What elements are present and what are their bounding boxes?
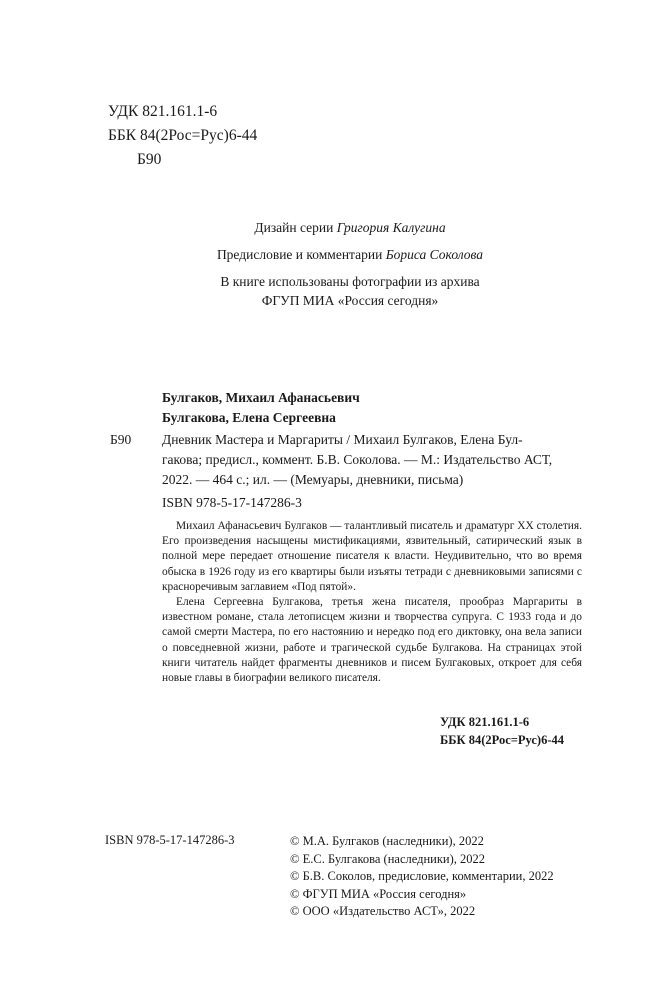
copyright-line: © ООО «Издательство АСТ», 2022 bbox=[290, 904, 476, 918]
photo-credit-line2: ФГУП МИА «Россия сегодня» bbox=[261, 293, 439, 308]
annotation-paragraph-2: Елена Сергеевна Булгакова, третья жена писателя, прообраз Маргариты в известном романе, стала летописцем жизни и творчества супруга. С 1933 года и до самой смерти Мастера, по его настоянию и нередко под его диктовку, она вела записи о повседневной жизни, работе и трагической судьбе Булгакова. На страницах этой книги читатель найдет фрагменты дневников и писем Булгаковых, откроет для себя новые главы в биографии великого писателя. bbox=[162, 596, 582, 685]
bib-line-3: 2022. — 464 с.; ил. — (Мемуары, дневники, письма) bbox=[162, 472, 464, 487]
copyright-line: © ФГУП МИА «Россия сегодня» bbox=[290, 886, 467, 901]
bib-line-2: гакова; предисл., коммент. Б.В. Соколова. — М.: Издательство АСТ, bbox=[162, 452, 553, 467]
udk-code-right: УДК 821.161.1-6 bbox=[440, 715, 530, 729]
authors-block bbox=[162, 388, 360, 428]
bbk-code: ББК 84(2Рос=Рус)6-44 bbox=[108, 127, 258, 144]
copyright-line: © М.А. Булгаков (наследники), 2022 bbox=[290, 834, 484, 848]
bibliographic-description bbox=[162, 430, 582, 490]
annotation bbox=[162, 519, 582, 686]
copyright-block bbox=[290, 833, 554, 921]
annotation-paragraph-1: Михаил Афанасьевич Булгаков — талантливый писатель и драматург XX столетия. Его произведения насыщены мистификациями, язвительный, сатирический язык в полной мере передает отношение писателя к власти. Неудивительно, что во время обыска в 1926 году из его квартиры были изъяты тетради с дневниковыми записями с красноречивым заглавием «Под пятой». bbox=[162, 520, 582, 593]
bbk-code-right: ББК 84(2Рос=Рус)6-44 bbox=[440, 733, 564, 747]
design-credit-prefix: Дизайн серии bbox=[254, 220, 337, 235]
codes-right bbox=[440, 713, 564, 749]
bib-author-mark: Б90 bbox=[110, 432, 132, 447]
design-credit-name: Григория Калугина bbox=[336, 220, 446, 235]
preface-credit-prefix: Предисловие и комментарии bbox=[216, 247, 386, 262]
copyright-line: © Б.В. Соколов, предисловие, комментарии, 2022 bbox=[290, 869, 554, 883]
bib-line-1: Дневник Мастера и Маргариты / Михаил Булгаков, Елена Бул- bbox=[162, 432, 523, 447]
author-1: Булгаков, Михаил Афанасьевич bbox=[162, 390, 360, 405]
photo-credit-line1: В книге использованы фотографии из архива bbox=[220, 274, 480, 289]
isbn-bottom: ISBN 978-5-17-147286-3 bbox=[105, 833, 235, 847]
preface-credit-name: Бориса Соколова bbox=[385, 247, 484, 262]
classification-codes bbox=[108, 100, 257, 172]
author-2: Булгакова, Елена Сергеевна bbox=[162, 410, 336, 425]
author-mark: Б90 bbox=[137, 151, 162, 168]
copyright-line: © Е.С. Булгакова (наследники), 2022 bbox=[290, 851, 486, 866]
photo-credit bbox=[150, 272, 550, 310]
isbn-main: ISBN 978-5-17-147286-3 bbox=[162, 495, 302, 510]
design-credit bbox=[150, 218, 550, 237]
preface-credit bbox=[150, 245, 550, 264]
udk-code: УДК 821.161.1-6 bbox=[108, 103, 218, 120]
